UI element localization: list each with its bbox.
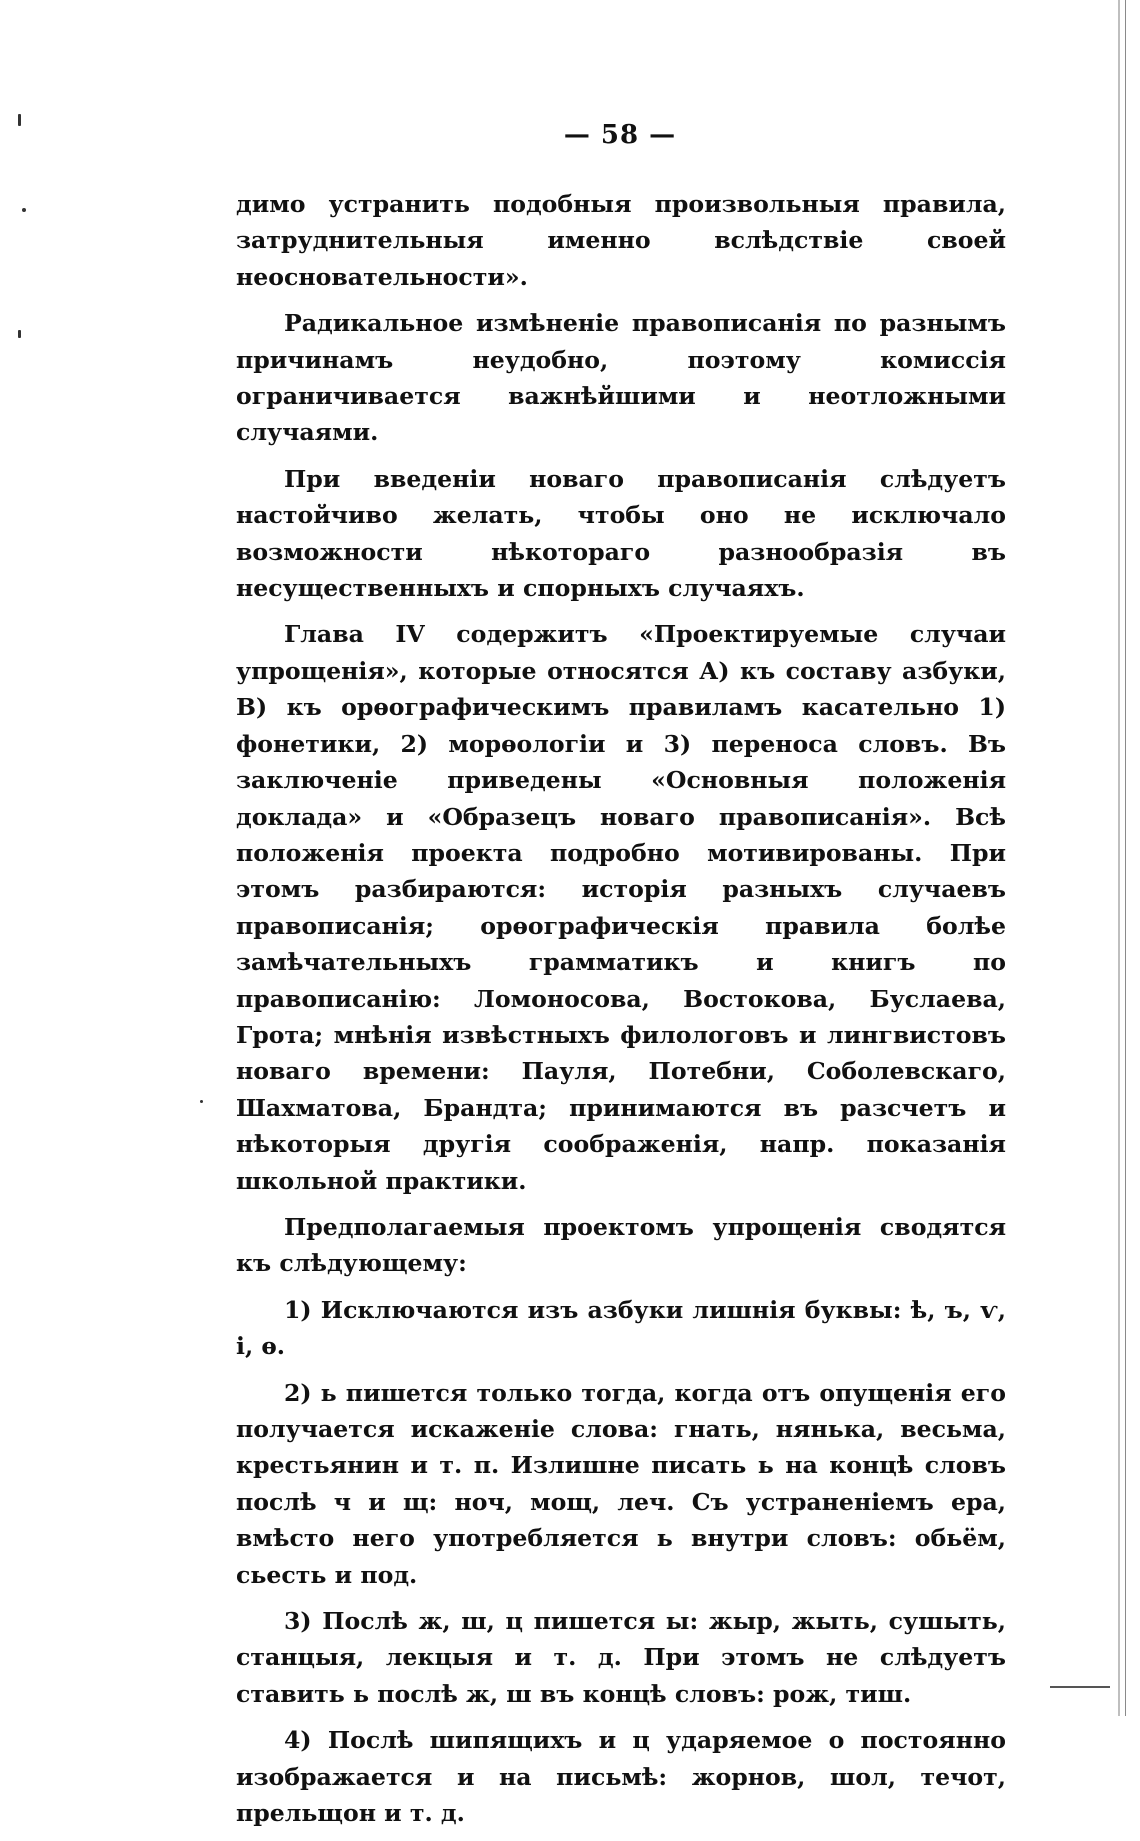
page-edge-rule (1125, 0, 1126, 1716)
list-item: 4) Послѣ шипящихъ и ц ударяемое о постоянно изображается и на письмѣ: жорнов, шол, течот, прельщон и т. д. (236, 1726, 1006, 1828)
paragraph: димо устранить подобныя произвольныя правила, затруднительныя именно вслѣдствіе своей неосновательности». (236, 190, 1006, 291)
body-text (236, 186, 1006, 1841)
paragraph: Глава IV содержитъ «Проектируемые случаи упрощенія», которые относятся А) къ составу азбуки, В) къ орѳографическимъ правиламъ касательно 1) фонетики, 2) морѳологіи и 3) переноса словъ. Въ заключеніе приведены «Основныя положенія доклада» и «Образецъ новаго правописанія». Всѣ положенія проекта подробно мотивированы. При этомъ разбираются: исторія разныхъ случаевъ правописанія; орѳографическія правила болѣе замѣчательныхъ грамматикъ и книгъ по правописанію: Ломоносова, Востокова, Буслаева, Грота; мнѣнія извѣстныхъ филологовъ и лингвистовъ новаго времени: Пауля, Потебни, Соболевскаго, Шахматова, Брандта; принимаются въ разсчетъ и нѣкоторыя другія соображенія, напр. показанія школьной практики. (236, 620, 1006, 1195)
list-item: 3) Послѣ ж, ш, ц пишется ы: жыр, жыть, сушыть, станцыя, лекцыя и т. д. При этомъ не слѣдуетъ ставить ь послѣ ж, ш въ концѣ словъ: рож, тиш. (236, 1607, 1006, 1708)
margin-speck (200, 1100, 203, 1103)
paragraph: Радикальное измѣненіе правописанія по разнымъ причинамъ неудобно, поэтому комиссія ограничивается важнѣйшими и неотложными случаями. (236, 309, 1006, 447)
page-edge-mark (1050, 1686, 1110, 1688)
margin-speck (18, 114, 21, 126)
list-item: 1) Исключаются изъ азбуки лишнія буквы: ѣ, ъ, ѵ, і, ѳ. (236, 1295, 1006, 1361)
margin-speck (18, 330, 21, 338)
page-edge-rule (1118, 0, 1120, 1716)
page-number: — 58 — (563, 120, 677, 150)
list-item: 2) ь пишется только тогда, когда отъ опущенія его получается искаженіе слова: гнать, нянька, весьма, крестьянин и т. п. Излишне писать ь на концѣ словъ послѣ ч и щ: ноч, мощ, леч. Съ устраненіемъ ера, вмѣсто него употребляется ь внутри словъ: обьём, сьесть и под. (236, 1378, 1006, 1589)
paragraph: Предполагаемыя проектомъ упрощенія сводятся къ слѣдующему: (236, 1212, 1006, 1278)
margin-speck (22, 208, 26, 212)
paragraph: При введеніи новаго правописанія слѣдуетъ настойчиво желать, чтобы оно не исключало возможности нѣкотораго разнообразія въ несущественныхъ и спорныхъ случаяхъ. (236, 464, 1006, 603)
